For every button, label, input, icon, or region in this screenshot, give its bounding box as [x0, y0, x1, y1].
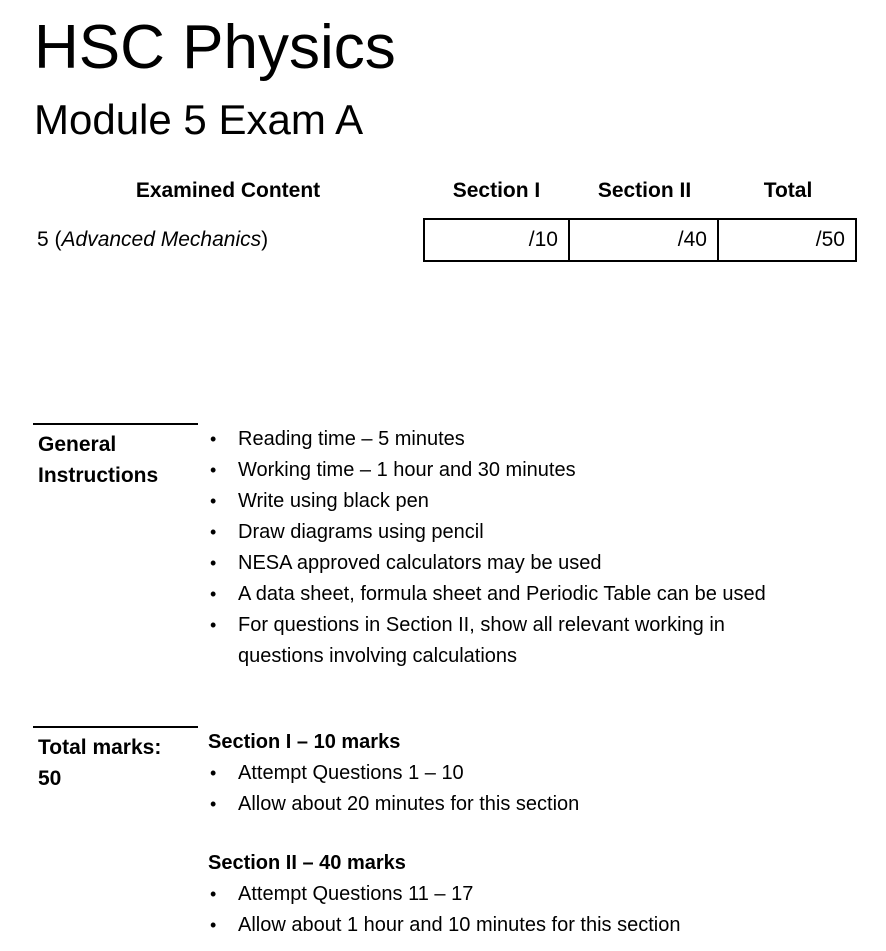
instruction-text: Allow about 20 minutes for this section [238, 793, 580, 815]
module-label-suffix: ) [261, 228, 269, 251]
bullet-icon: • [210, 615, 217, 635]
instruction-text: For questions in Section II, show all relevant working in questions involving calculations [238, 614, 725, 667]
list-item [208, 424, 813, 455]
list-item [208, 455, 813, 486]
total-marks-content [208, 726, 818, 941]
instruction-text: A data sheet, formula sheet and Periodic Table can be used [238, 583, 766, 605]
instruction-text: Attempt Questions 1 – 10 [238, 762, 464, 784]
list-item [208, 910, 813, 941]
instruction-text: Write using black pen [238, 490, 429, 512]
instruction-text: NESA approved calculators may be used [238, 552, 602, 574]
general-instructions-content [208, 423, 818, 672]
score-cell-total: /50 [719, 218, 857, 262]
total-marks-value: 50 [38, 767, 62, 790]
marks-table-header-row [33, 176, 857, 206]
score-cell-section-2: /40 [570, 218, 719, 262]
total-marks-label-text: Total marks: [38, 736, 162, 759]
section-1-heading: Section I – 10 marks [208, 731, 401, 753]
bullet-icon: • [210, 429, 217, 449]
page-title: HSC Physics [34, 13, 396, 82]
bullet-icon: • [210, 763, 217, 783]
section-2-heading: Section II – 40 marks [208, 852, 406, 874]
column-header-section-1: Section I [452, 179, 541, 202]
list-item [208, 789, 813, 820]
marks-table [33, 176, 857, 262]
list-item [208, 517, 813, 548]
column-header-examined-content: Examined Content [135, 179, 321, 202]
instruction-text: Allow about 1 hour and 10 minutes for this section [238, 914, 681, 936]
bullet-icon: • [210, 460, 217, 480]
instruction-text: Attempt Questions 11 – 17 [238, 883, 474, 905]
list-item [208, 879, 813, 910]
list-item [208, 758, 813, 789]
module-label [33, 218, 423, 262]
bullet-icon: • [210, 522, 217, 542]
list-item [208, 610, 813, 672]
bullet-icon: • [210, 794, 217, 814]
page-subtitle: Module 5 Exam A [34, 96, 364, 143]
list-item [208, 548, 813, 579]
column-header-section-2: Section II [597, 179, 692, 202]
instruction-text: Draw diagrams using pencil [238, 521, 484, 543]
section-2-list [208, 879, 813, 941]
instruction-text: Working time – 1 hour and 30 minutes [238, 459, 576, 481]
total-marks-label [33, 726, 198, 941]
list-item [208, 486, 813, 517]
bullet-icon: • [210, 915, 217, 935]
score-cell-section-1: /10 [423, 218, 570, 262]
general-instructions-label-line2: Instructions [38, 464, 159, 487]
general-instructions-block [33, 423, 818, 672]
list-item [208, 579, 813, 610]
general-instructions-label-line1: General [38, 433, 117, 456]
total-marks-block [33, 726, 818, 941]
column-header-total: Total [763, 179, 813, 202]
general-instructions-label [33, 423, 198, 672]
bullet-icon: • [210, 491, 217, 511]
instruction-text: Reading time – 5 minutes [238, 428, 465, 450]
bullet-icon: • [210, 884, 217, 904]
bullet-icon: • [210, 553, 217, 573]
general-instructions-list [208, 424, 813, 672]
section-2-summary [208, 848, 818, 941]
bullet-icon: • [210, 584, 217, 604]
section-1-list [208, 758, 813, 820]
section-1-summary [208, 727, 818, 820]
marks-table-row [33, 218, 857, 262]
module-label-prefix: 5 ( [37, 228, 62, 251]
module-name: Advanced Mechanics [61, 228, 262, 251]
